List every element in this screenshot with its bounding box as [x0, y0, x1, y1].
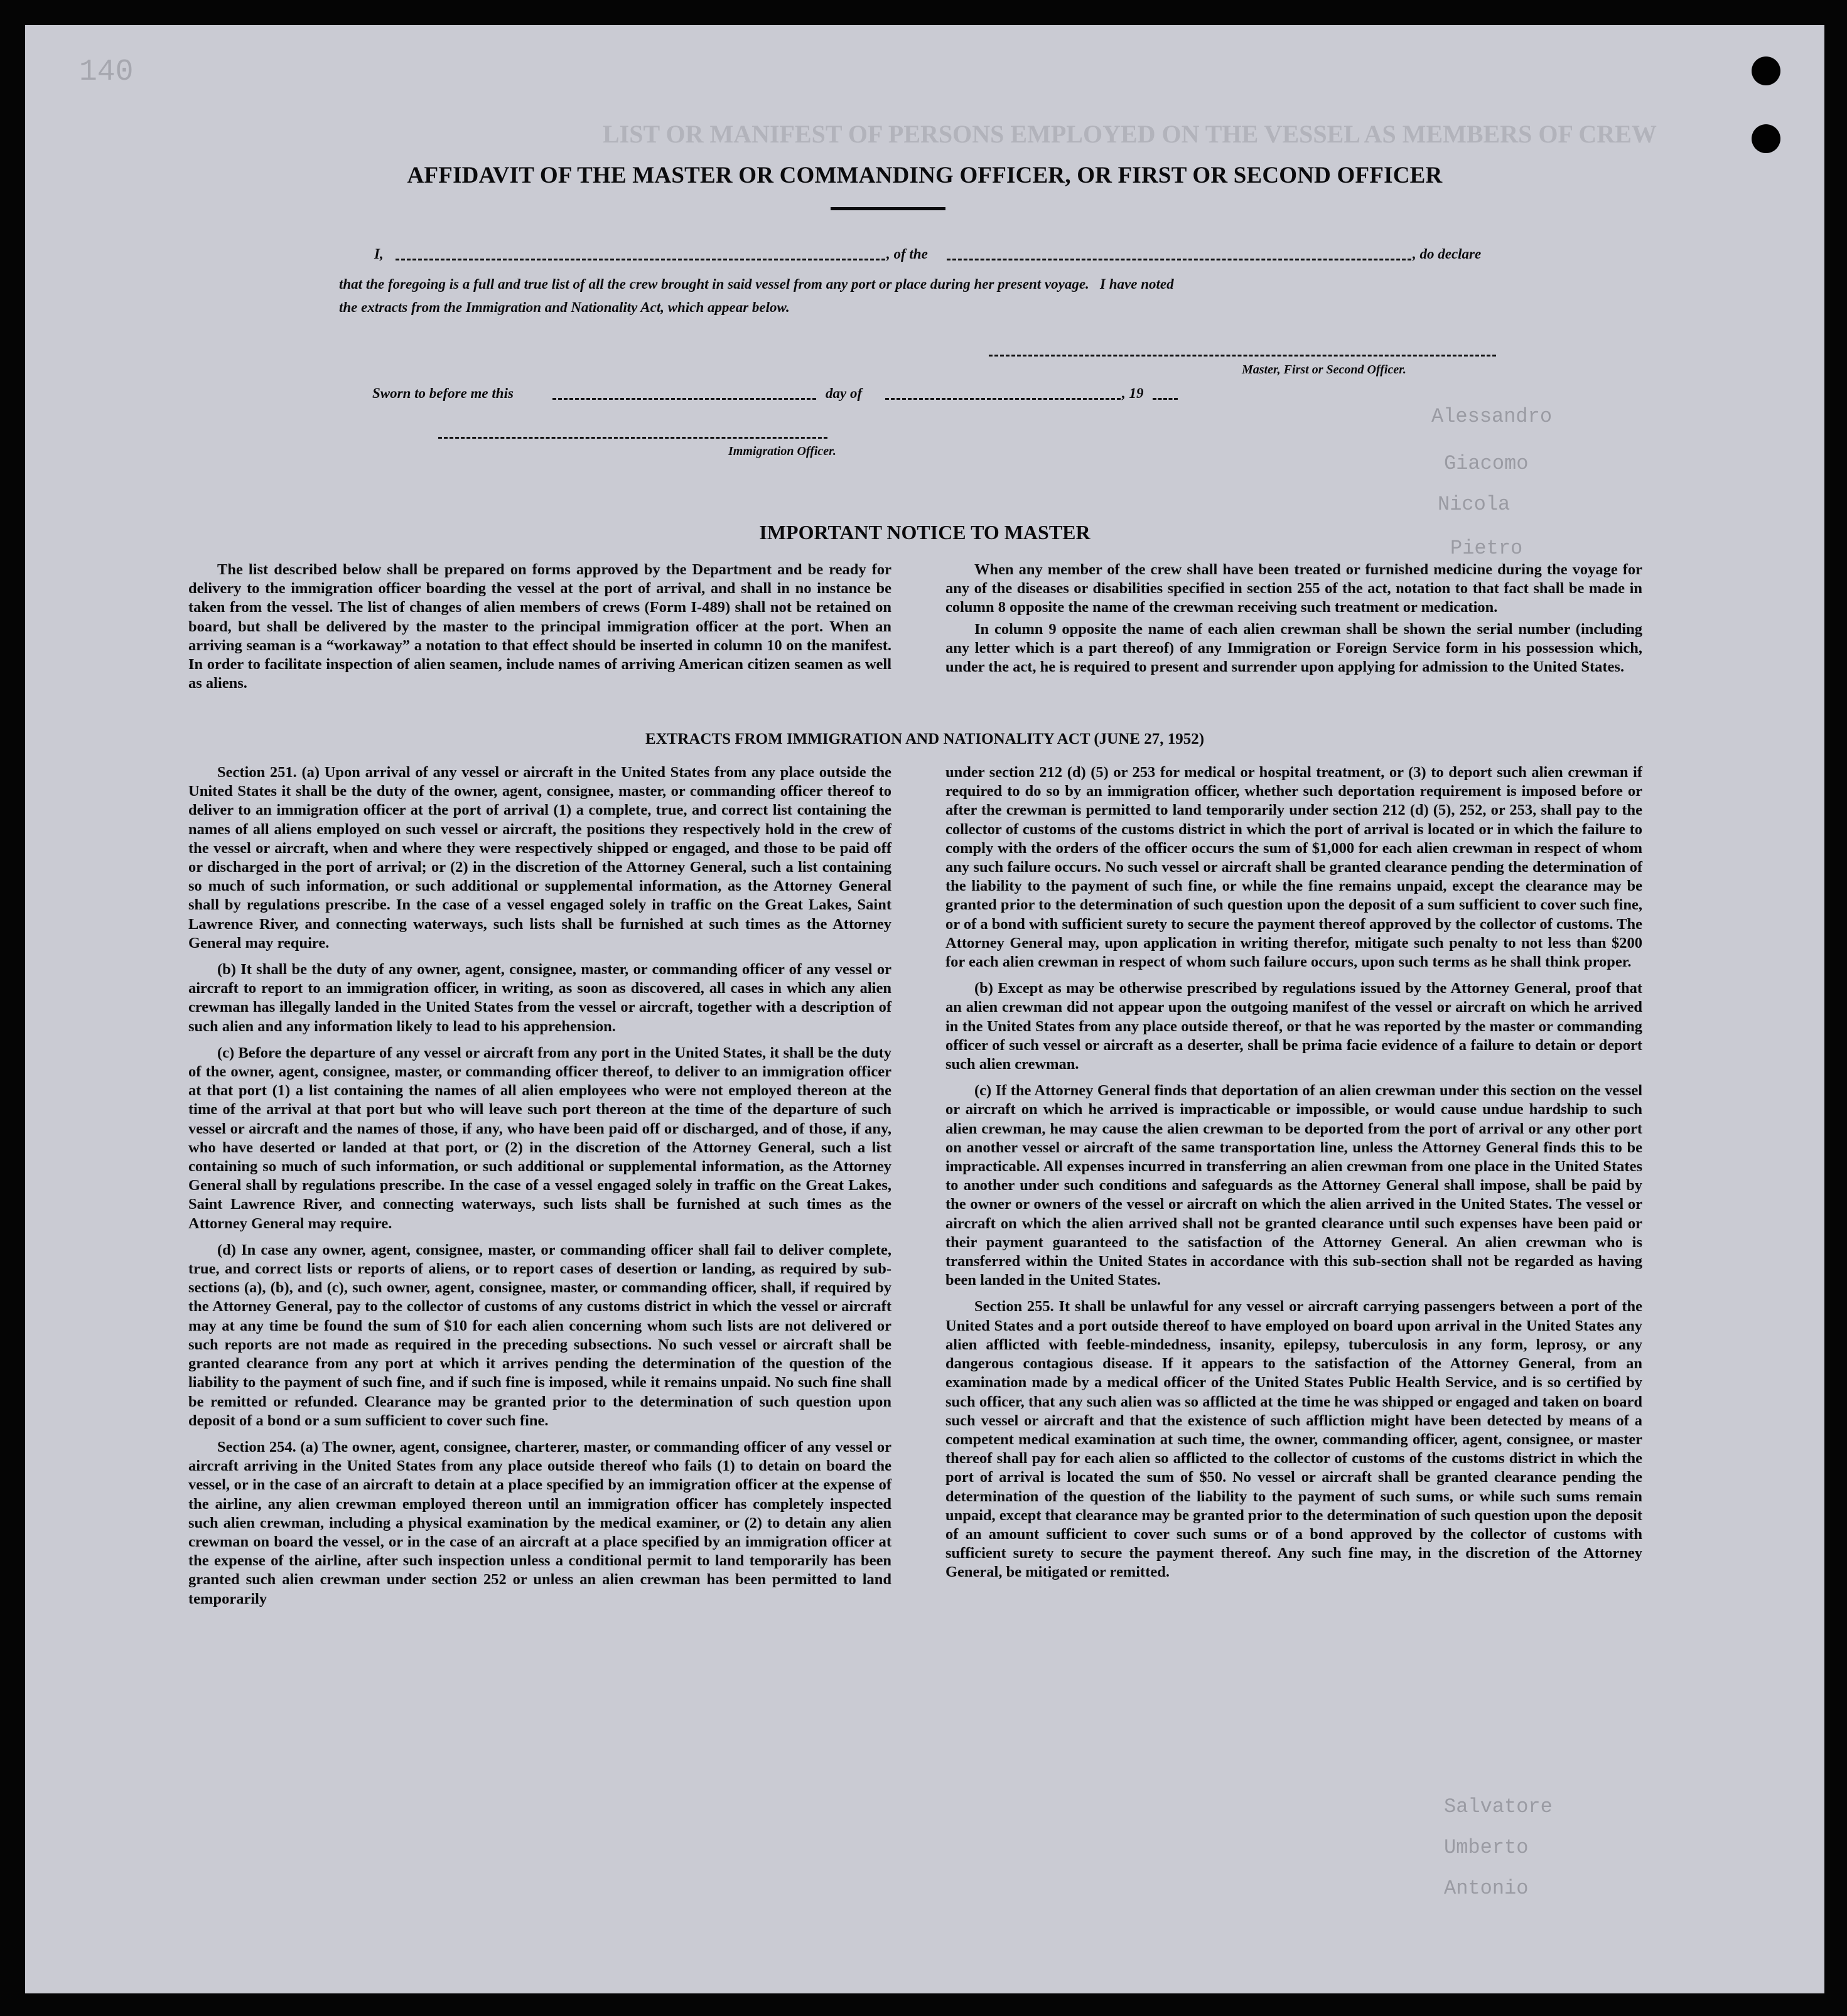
section-254a-continued: under section 212 (d) (5) or 253 for medical or hospital treatment, or (3) to deport such alien crewman if required to do so by an immigration officer, whether such deportation requirement is imposed before or after the crewman is permitted to land temporarily under section 212 (d) (5), 252, or 253, shall pay to the collector of customs of the customs district in which the port of arrival is located or in which the failure to comply with the orders of the officer occurs the sum of $1,000 for each alien crewman in respect of whom any such failure occurs. No such vessel or aircraft shall be granted clearance pending the determination of the liability to the payment of such fine, or while the fine remains unpaid, except the clearance may be granted prior to the determination of such question upon the deposit of a sum sufficient to cover such fine, or of a bond with sufficient surety to secure the payment thereof approved by the collector of customs. The Attorney General may, upon application in writing therefor, mitigate such penalty to not less than $200 for each alien crewman in respect of whom such failure occurs, upon such terms as he shall think proper.: [945, 764, 1642, 971]
section-254c: (c) If the Attorney General finds that deportation of an alien crewman under this section on the vessel or aircraft on which he arrived is impracticable or impossible, or would cause undue hardship to such alien crewman, he may cause the alien crewman to be deported from the port of arrival or any other port on another vessel or aircraft of the same transportation line, unless the Attorney General finds this to be impracticable. All expenses incurred in transferring an alien crewman from one place in the United States to another under such conditions and safeguards as the Attorney General shall impose, shall be paid by the owner or owners of the vessel or aircraft on which the alien arrived in the United States. The vessel or aircraft on which the alien arrived shall not be granted clearance until such expenses have been paid or their payment guaranteed to the satisfaction of the Attorney General. An alien crewman who is transferred within the United States in accordance with this sub-section shall not be regarded as having been landed in the United States.: [945, 1082, 1642, 1289]
declaration-i-label: I,: [374, 246, 384, 262]
affidavit-title: AFFIDAVIT OF THE MASTER OR COMMANDING OFFICER, OR FIRST OR SECOND OFFICER: [407, 163, 1443, 188]
declaration-line-2: that the foregoing is a full and true list of all the crew brought in said vessel from any port or place during her present voyage. I have noted: [339, 276, 1174, 292]
declaration-line-3: the extracts from the Immigration and Nationality Act, which appear below.: [339, 299, 790, 315]
section-254b: (b) Except as may be otherwise prescribed by regulations issued by the Attorney General, proof that an alien crewman did not appear upon the outgoing manifest of the vessel or aircraft on which he arrived in the United States from any place outside thereof, or that he was reported by the master or commanding officer of such vessel or aircraft as a deserter, shall be prima facie evidence of a failure to detain or deport such alien crewman.: [945, 980, 1642, 1073]
sworn-day-blank[interactable]: [552, 398, 816, 400]
bleed-page-number: 140: [79, 55, 134, 89]
section-251a: Section 251. (a) Upon arrival of any vessel or aircraft in the United States from any place outside the United States it shall be the duty of the owner, agent, consignee, master, or commanding officer thereof to deliver to an immigration officer at the port of arrival (1) a complete, true, and correct list containing the names of all aliens employed on such vessel or aircraft, the positions they respectively hold in the crew of the vessel or aircraft, when and where they were respectively shipped or engaged, and those to be paid off or discharged in the port of arrival; or (2) in the discretion of the Attorney General, such a list containing so much of such information, or such additional or supplemental information, as the Attorney General shall by regulations prescribe. In the case of a vessel engaged solely in traffic on the Great Lakes, Saint Lawrence River, and connecting waterways, such lists shall be furnished at such times as the Attorney General may require.: [188, 764, 891, 952]
sworn-label: Sworn to before me this: [372, 385, 514, 401]
sworn-month-blank[interactable]: [885, 398, 1121, 400]
title-underline: [831, 207, 945, 210]
immigration-officer-line[interactable]: [438, 437, 827, 439]
document-page: [25, 25, 1824, 1993]
punch-hole-bottom: [1752, 124, 1780, 153]
bleed-name-4: Pietro: [1450, 537, 1523, 560]
notice-left-paragraph: The list described below shall be prepared on forms approved by the Department and be ready for delivery to the immigration officer boarding the vessel at the port of arrival, and shall in no instance be taken from the vessel. The list of changes of alien members of crews (Form I-489) shall not be retained on board, but shall be delivered by the master to the principal immigration officer at the port. When an arriving seaman is a “workaway” a notation to that effect should be inserted in column 10 on the manifest. In order to facilitate inspection of alien seamen, include names of arriving American citizen seamen as well as aliens.: [188, 561, 891, 692]
punch-hole-top: [1752, 56, 1780, 85]
section-251c: (c) Before the departure of any vessel or aircraft from any port in the United States, it shall be the duty of the owner, agent, consignee, master, or commanding officer thereof, to deliver to an immigration officer at that port (1) a list containing the names of all alien employees who were not employed thereon at the time of the arrival at that port but who will leave such port thereon at the time of the departure of such vessel or aircraft and the names of those, if any, who have been paid off or discharged, and of those, if any, who have deserted or landed at that port, or (2) in the discretion of the Attorney General, such a list containing so much of such information, or such additional or supplemental information, as the Attorney General shall by regulations prescribe. In the case of a vessel engaged solely in traffic on the Great Lakes, Saint Lawrence River, and connecting waterways, such lists shall be furnished at such times as the Attorney General may require.: [188, 1044, 891, 1232]
bleed-header: LIST OR MANIFEST OF PERSONS EMPLOYED ON THE VESSEL AS MEMBERS OF CREW: [603, 120, 1657, 148]
immigration-officer-label: Immigration Officer.: [728, 444, 836, 458]
bleed-name-5: Salvatore: [1444, 1795, 1553, 1818]
section-251b: (b) It shall be the duty of any owner, agent, consignee, master, or commanding officer of any vessel or aircraft to report to an immigration officer, in writing, as soon as discovered, all cases in which any alien crewman has illegally landed in the United States from the vessel or aircraft, together with a description of such alien and any information likely to lead to his apprehension.: [188, 961, 891, 1035]
extracts-title: EXTRACTS FROM IMMIGRATION AND NATIONALITY ACT (JUNE 27, 1952): [645, 731, 1205, 748]
section-255: Section 255. It shall be unlawful for any vessel or aircraft carrying passengers between a port of the United States and a port outside thereof to have employed on board upon arrival in the United States any alien afflicted with feeble-mindedness, insanity, epilepsy, tuberculosis in any form, leprosy, or any dangerous contagious disease. If it appears to the satisfaction of the Attorney General, from an examination made by a medical officer of the United States Public Health Service, and is so certified by such officer, that any such alien was so afflicted at the time he was shipped or engaged and taken on board such vessel or aircraft and that the existence of such affliction might have been detected by means of a competent medical examination at such time, the owner, commanding officer, agent, consignee, or master thereof shall pay for each alien so afflicted to the collector of customs of the customs district in which the port of arrival is located the sum of $50. No vessel or aircraft shall be granted clearance pending the determination of the question of the liability to the payment of such sums, or while such sums remain unpaid, except that clearance may be granted prior to the determination of such question upon the deposit of an amount sufficient to cover such sums or of a bond approved by the collector of customs with sufficient surety to secure the payment thereof. Any such fine may, in the discretion of the Attorney General, be mitigated or remitted.: [945, 1298, 1642, 1581]
sworn-year-blank[interactable]: [1153, 398, 1178, 400]
section-251d: (d) In case any owner, agent, consignee, master, or commanding officer shall fail to deliver complete, true, and correct lists or reports of aliens, or to report cases of desertion or landing, as required by sub-sections (a), (b), and (c), such owner, agent, consignee, master, or commanding officer, shall, if required by the Attorney General, pay to the collector of customs of any customs district in which the vessel or aircraft may at any time be found the sum of $10 for each alien concerning whom such lists are not delivered or such reports are not made as required in the preceding subsections. No such vessel or aircraft shall be granted clearance from any port at which it arrives pending the determination of the question of the liability to the payment of such fine, and if such fine is imposed, while it remains unpaid. No such fine shall be remitted or refunded. Clearance may be granted prior to the determination of such question upon deposit of a bond or a sum sufficient to cover such fine.: [188, 1241, 891, 1429]
year-label: , 19: [1122, 385, 1144, 401]
notice-right-paragraph-2: In column 9 opposite the name of each alien crewman shall be shown the serial number (including any letter which is a part thereof) of any Immigration or Foreign Service form in his possession which, under the act, he is required to present and surrender upon applying for admission to the United States.: [945, 620, 1642, 676]
name-blank[interactable]: [396, 259, 885, 260]
section-254a: Section 254. (a) The owner, agent, consignee, charterer, master, or commanding officer of any vessel or aircraft arriving in the United States from any place outside thereof who fails (1) to detain on board the vessel, or in the case of an aircraft to detain at a place specified by an immigration officer at the expense of the airline, any alien crewman employed thereon until an immigration officer has completely inspected such alien crewman, including a physical examination by the medical examiner, or (2) to detain any alien crewman on board the vessel, or in the case of an aircraft at a place specified by an immigration officer at the expense of the airline, after such inspection unless a conditional permit to land temporarily has been granted such alien crewman under section 252 or unless an alien crewman has been permitted to land temporarily: [188, 1438, 891, 1607]
vessel-blank[interactable]: [947, 259, 1411, 260]
bleed-name-6: Umberto: [1444, 1836, 1529, 1859]
extracts-right-column: [945, 763, 1642, 1590]
master-signature-line[interactable]: [989, 355, 1496, 357]
bleed-name-1: Alessandro: [1431, 405, 1553, 428]
notice-right-paragraph-1: When any member of the crew shall have been treated or furnished medicine during the voyage for any of the diseases or disabilities specified in section 255 of the act, notation to that fact shall be made in column 8 opposite the name of the crewman receiving such treatment or medication.: [945, 561, 1642, 616]
of-the-label: , of the: [886, 246, 928, 262]
notice-right-column: [945, 560, 1642, 684]
notice-left-column: [188, 560, 891, 700]
bleed-name-2: Giacomo: [1444, 452, 1529, 475]
day-of-label: day of: [826, 385, 863, 401]
extracts-left-column: [188, 763, 891, 1616]
master-signature-label: Master, First or Second Officer.: [1242, 363, 1406, 377]
do-declare-label: , do declare: [1413, 246, 1482, 262]
bleed-name-7: Antonio: [1444, 1877, 1529, 1900]
notice-title: IMPORTANT NOTICE TO MASTER: [759, 521, 1090, 544]
bleed-name-3: Nicola: [1438, 493, 1510, 516]
